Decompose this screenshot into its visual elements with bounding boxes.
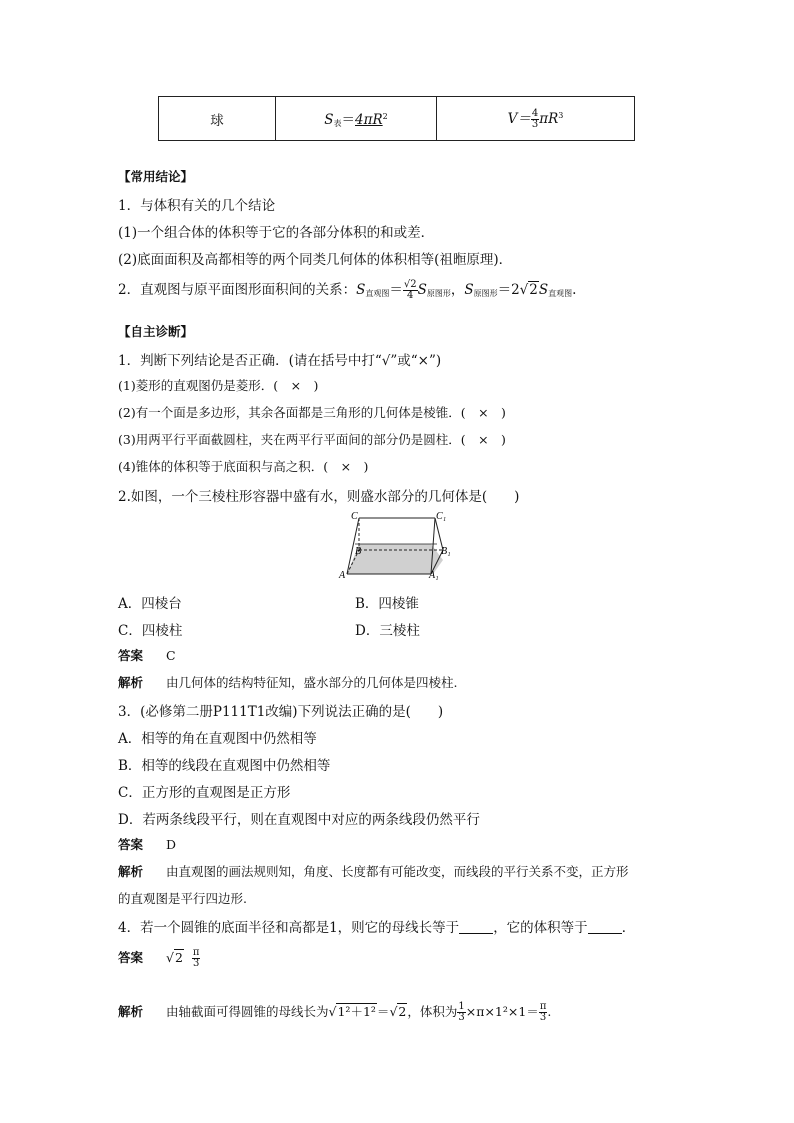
conclusion-1-title: 1．与体积有关的几个结论 [118, 198, 276, 214]
q2-analysis-text: 由几何体的结构特征知，盛水部分的几何体是四棱柱. [166, 675, 458, 690]
q4-answer-sqrt: √2 [166, 950, 183, 965]
label-C1: C₁ [436, 511, 447, 522]
conclusion-2-prefix: 2．直观图与原平面图形面积间的关系： [118, 282, 357, 298]
conclusion-1a: (1)一个组合体的体积等于它的各部分体积的和或差． [118, 225, 435, 241]
q3-option-b: B．相等的线段在直观图中仍然相等 [118, 758, 331, 774]
volume-exp: 3 [558, 111, 564, 120]
q4-analysis-expr: ×π×1²×1＝ [465, 1004, 539, 1019]
q3-analysis-line1: 由直观图的画法规则知，角度、长度都有可能改变，而线段的平行关系不变，正方形 [166, 864, 629, 879]
question-2: 2.如图，一个三棱柱形容器中盛有水，则盛水部分的几何体是( ) [118, 489, 520, 505]
c2-s3: S [464, 282, 474, 298]
prism-figure [335, 508, 465, 584]
q3-answer-value: D [166, 837, 177, 852]
q4-blank-2 [588, 921, 622, 934]
q4-blank-1 [459, 921, 493, 934]
c2-eq: ＝ [389, 282, 403, 298]
q1-item-1: (1)菱形的直观图仍是菱形．( × ) [118, 378, 319, 393]
q3-answer [118, 835, 176, 853]
q4-analysis-end: . [547, 1004, 552, 1019]
q4-analysis-prefix: 由轴截面可得圆锥的母线长为 [166, 1004, 329, 1019]
c2-s3-sub: 原图形 [473, 289, 498, 298]
q4-analysis-res-num: π [539, 1001, 547, 1012]
q4-analysis-sqrt2: √2 [389, 1004, 407, 1019]
diagnosis-heading: 【自主诊断】 [118, 324, 194, 339]
surface-rhs: 4πR [355, 112, 383, 128]
q4-analysis [118, 1002, 551, 1023]
q2-analysis [118, 673, 457, 691]
q3-option-a: A．相等的角在直观图中仍然相等 [118, 731, 317, 747]
q2-option-d: D．三棱柱 [355, 623, 420, 639]
q4-analysis-rad: 1²＋1² [337, 1004, 376, 1019]
surface-eq: ＝ [341, 112, 355, 128]
q4-end: ． [621, 920, 636, 936]
c2-eq2: ＝2 [497, 282, 520, 298]
label-B1: B₁ [441, 546, 451, 557]
volume-lhs: V＝ [507, 111, 531, 127]
q1-item-4: (4)锥体的体积等于底面积与高之积．( × ) [118, 459, 369, 474]
analysis-label: 解析 [118, 1004, 144, 1019]
surface-s: S [324, 112, 334, 128]
question-4 [118, 916, 635, 936]
q4-analysis-frac-num: 1 [458, 1001, 465, 1012]
volume-frac-num: 4 [531, 108, 539, 119]
q4-analysis-sqrt: √1²＋1² [328, 1004, 376, 1019]
q1-item-3: (3)用两平行平面截圆柱，夹在两平行平面间的部分仍是圆柱．( × ) [118, 432, 506, 447]
c2-sqrt: √2 [519, 282, 538, 298]
question-3: 3．(必修第二册P111T1改编)下列说法正确的是( ) [118, 704, 444, 720]
conclusions-heading: 【常用结论】 [118, 169, 194, 184]
q4-analysis-mid: ，体积为 [407, 1004, 458, 1019]
q4-analysis-eq: ＝ [376, 1004, 390, 1019]
q3-analysis [118, 862, 629, 880]
q4-analysis-frac-den: 3 [458, 1012, 465, 1023]
label-A: A [339, 570, 346, 581]
label-A1: A₁ [429, 570, 439, 581]
q4-answer-den: 3 [192, 958, 200, 969]
q4-answer-rad: 2 [174, 950, 183, 965]
c2-s4-sub: 直观图 [548, 289, 573, 298]
c2-s2: S [417, 282, 427, 298]
answer-label: 答案 [118, 950, 144, 965]
q1-item-2: (2)有一个面是多边形，其余各面都是三角形的几何体是棱锥．( × ) [118, 405, 506, 420]
volume-rhs: πR [539, 111, 559, 127]
analysis-label: 解析 [118, 864, 144, 879]
answer-label: 答案 [118, 648, 144, 663]
q4-analysis-res-den: 3 [539, 1012, 547, 1023]
surface-area-cell [276, 97, 437, 141]
q4-analysis-frac [457, 1002, 465, 1023]
c2-frac-num: √2 [403, 279, 417, 290]
q2-answer [118, 646, 176, 664]
c2-s1: S [356, 282, 366, 298]
q4-analysis-rad2: 2 [398, 1004, 407, 1019]
volume-frac [531, 109, 539, 130]
q2-answer-value: C [166, 648, 176, 663]
volume-frac-den: 3 [531, 119, 539, 130]
label-C: C [351, 511, 358, 522]
conclusion-1b: (2)底面面积及高都相等的两个同类几何体的体积相等(祖暅原理)． [118, 252, 513, 268]
c2-comma: ， [450, 282, 465, 298]
volume-cell [437, 97, 635, 141]
conclusion-2 [118, 278, 576, 301]
c2-s4: S [538, 282, 549, 298]
q2-option-b: B．四棱锥 [355, 596, 419, 612]
shape-cell: 球 [159, 97, 276, 141]
c2-frac-den: 4 [407, 290, 414, 301]
q4-prefix: 4．若一个圆锥的底面半径和高都是1，则它的母线长等于 [118, 920, 460, 936]
q4-mid: ，它的体积等于 [493, 920, 588, 936]
table-row [159, 97, 635, 141]
c2-end: . [572, 282, 577, 298]
q4-answer-num: π [192, 947, 200, 958]
surface-exp: 2 [382, 112, 388, 121]
c2-s2-sub: 原图形 [426, 289, 451, 298]
q3-analysis-line2: 的直观图是平行四边形. [118, 891, 247, 906]
formula-table [158, 96, 635, 141]
c2-s1-sub: 直观图 [365, 289, 390, 298]
analysis-label: 解析 [118, 675, 144, 690]
q2-option-a: A．四棱台 [118, 596, 182, 612]
question-1: 1．判断下列结论是否正确．(请在括号中打“√”或“×”) [118, 353, 442, 369]
q4-answer-frac [192, 948, 201, 969]
q3-option-c: C．正方形的直观图是正方形 [118, 785, 291, 801]
q4-answer [118, 948, 200, 969]
c2-rad: 2 [529, 282, 538, 298]
label-B: B [355, 546, 362, 557]
c2-frac [403, 280, 418, 301]
answer-label: 答案 [118, 837, 144, 852]
surface-sub: 表 [333, 119, 342, 128]
q3-option-d: D．若两条线段平行，则在直观图中对应的两条线段仍然平行 [118, 812, 480, 828]
q2-option-c: C．四棱柱 [118, 623, 183, 639]
